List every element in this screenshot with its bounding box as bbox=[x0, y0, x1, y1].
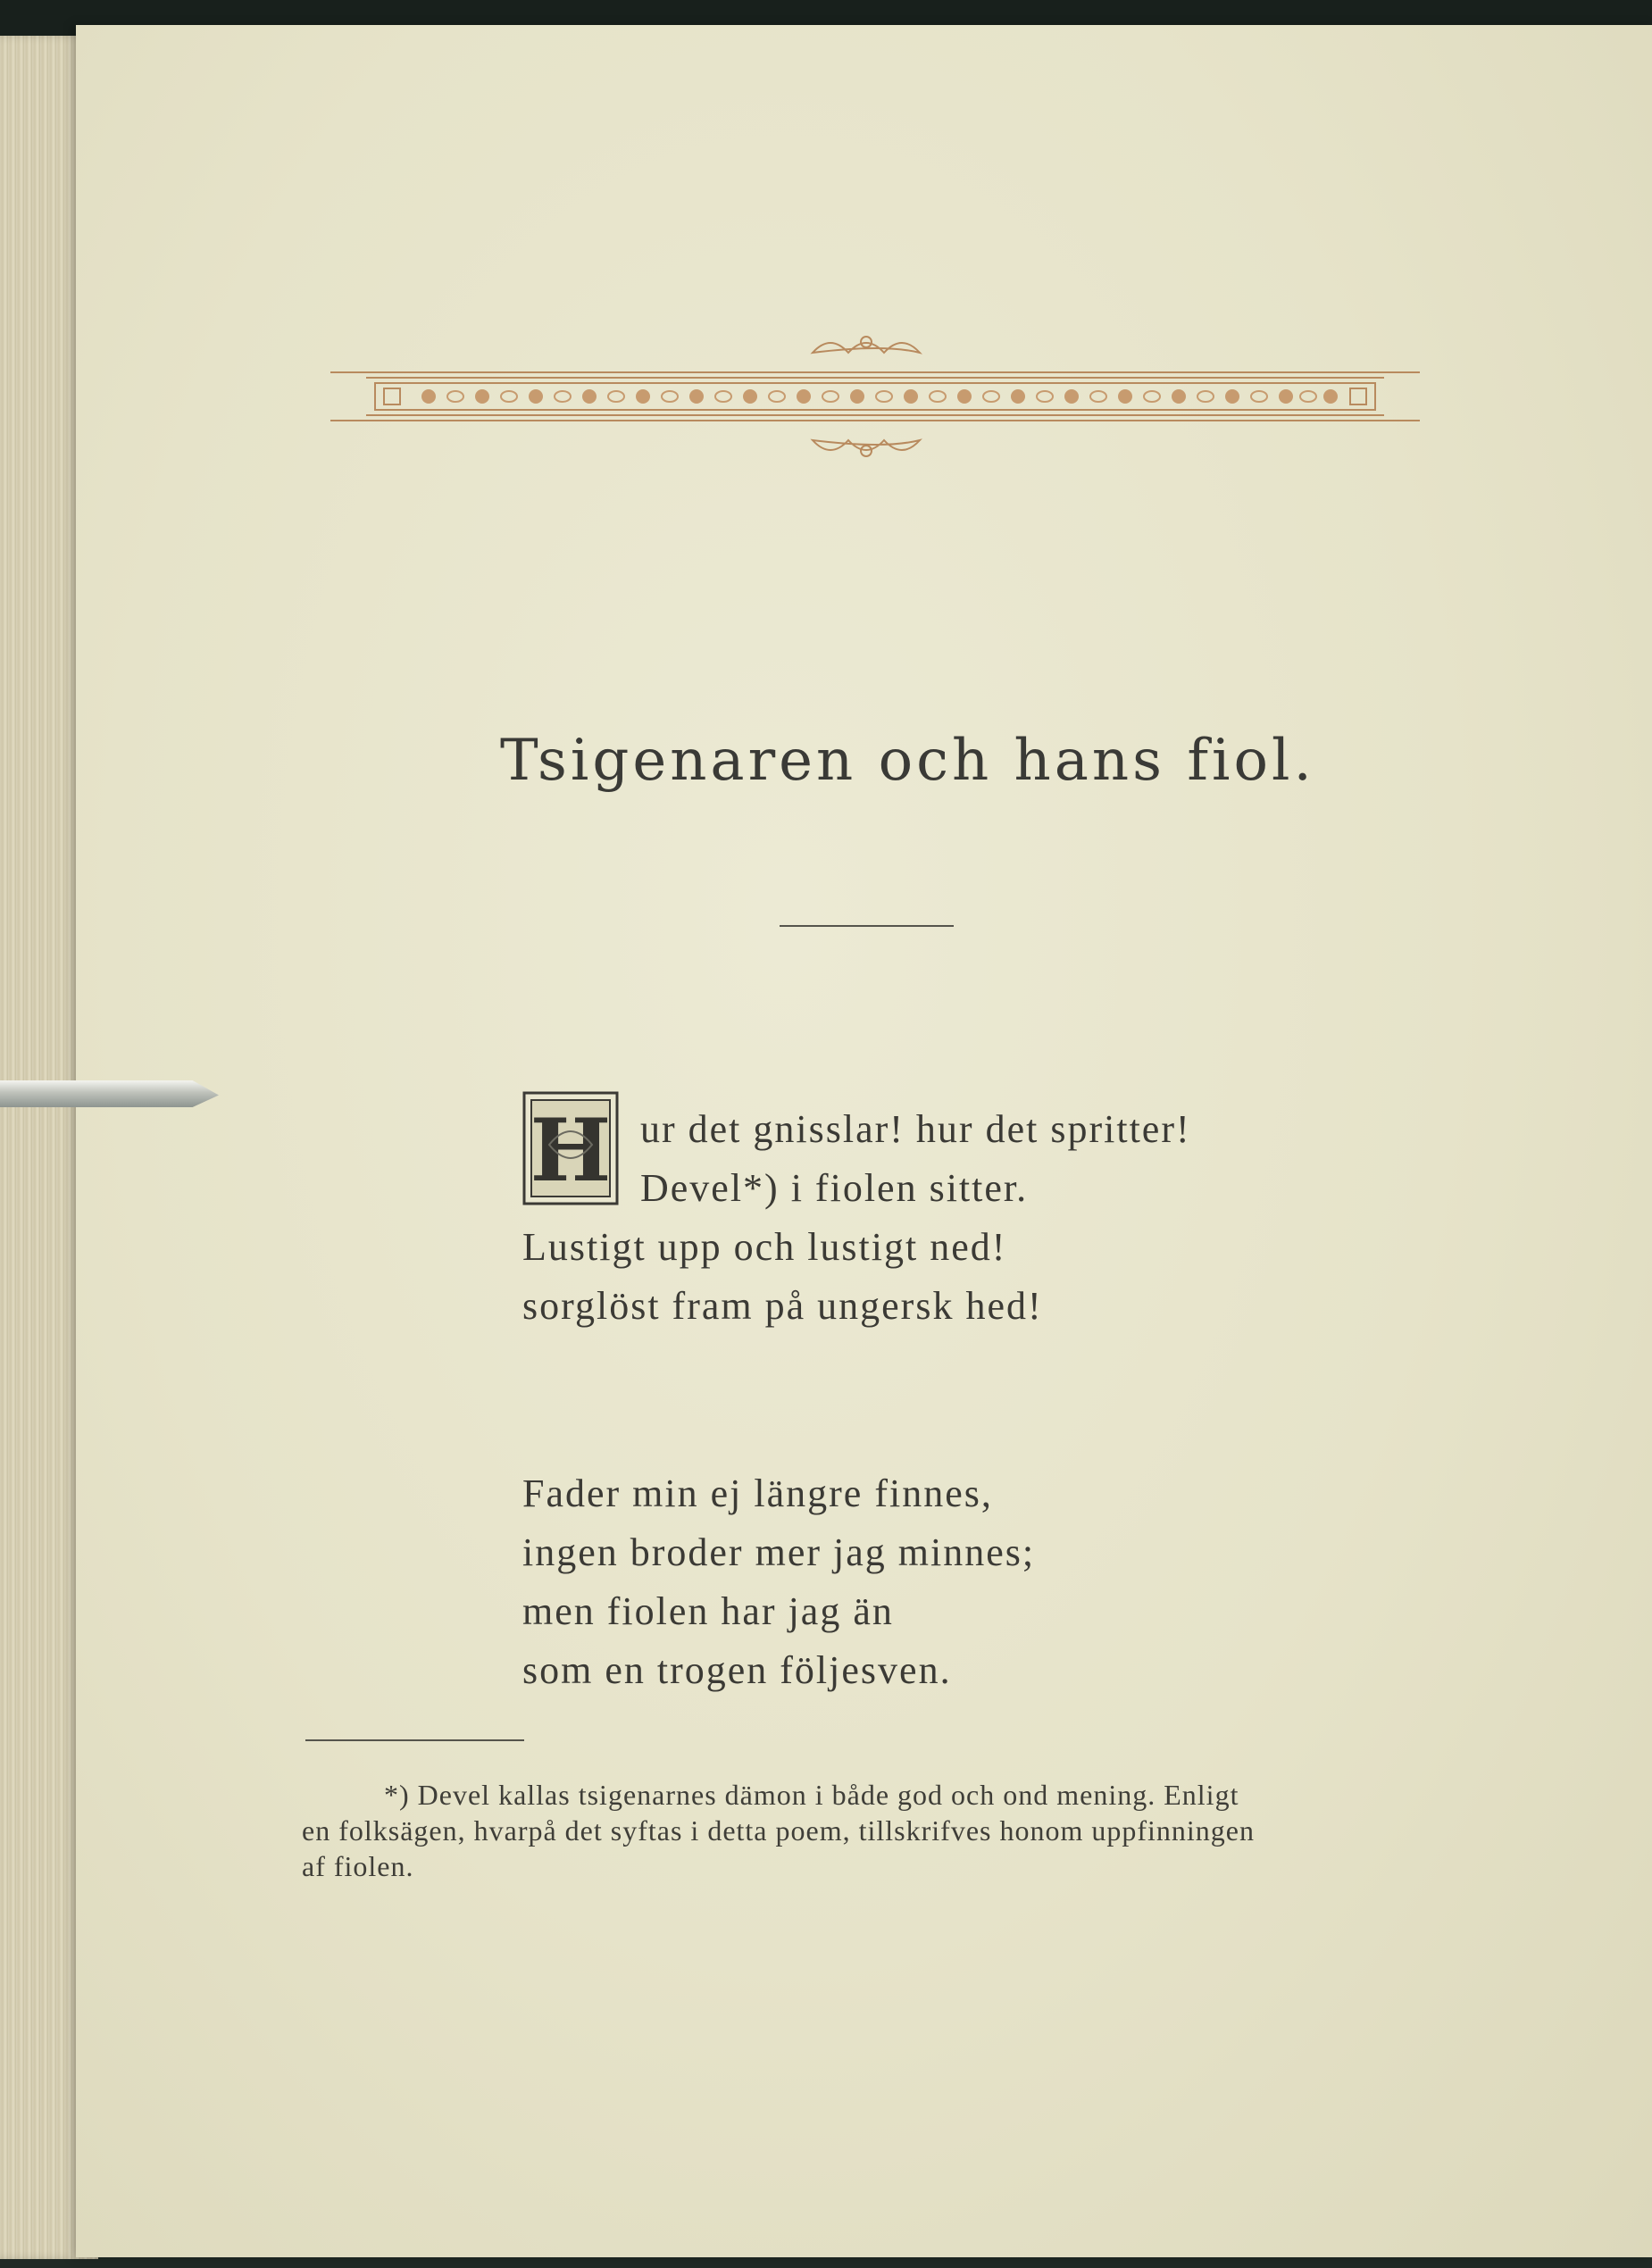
footnote bbox=[302, 1777, 1463, 1884]
footnote-line: en folksägen, hvarpå det syftas i detta poem, tillskrifves honom uppfinningen bbox=[302, 1814, 1255, 1847]
decorative-headpiece-icon bbox=[330, 326, 1420, 460]
bookmark-ribbon bbox=[0, 1080, 219, 1107]
poem-line: Devel*) i fiolen sitter. bbox=[640, 1166, 1029, 1210]
poem-line: Fader min ej längre finnes, bbox=[522, 1472, 993, 1515]
poem-line: Lustigt upp och lustigt ned! bbox=[522, 1225, 1007, 1269]
poem-line: ur det gnisslar! hur det spritter! bbox=[640, 1107, 1191, 1151]
page-title: Tsigenaren och hans fiol. bbox=[500, 728, 1315, 794]
poem-line: men fiolen har jag än bbox=[522, 1589, 894, 1633]
footnote-line: af fiolen. bbox=[302, 1850, 414, 1882]
title-divider bbox=[780, 925, 954, 927]
dropcap-letter: H bbox=[530, 1100, 612, 1201]
footnote-line: *) Devel kallas tsigenarnes dämon i både god och ond mening. Enligt bbox=[384, 1779, 1239, 1811]
poem-line: som en trogen följesven. bbox=[522, 1648, 952, 1692]
poem-stanza-2 bbox=[522, 1464, 1035, 1700]
poem-line: ingen broder mer jag minnes; bbox=[522, 1530, 1036, 1574]
poem-stanza-1 bbox=[522, 1100, 1191, 1336]
poem-line: sorglöst fram på ungersk hed! bbox=[522, 1284, 1043, 1328]
footnote-divider bbox=[305, 1739, 524, 1741]
